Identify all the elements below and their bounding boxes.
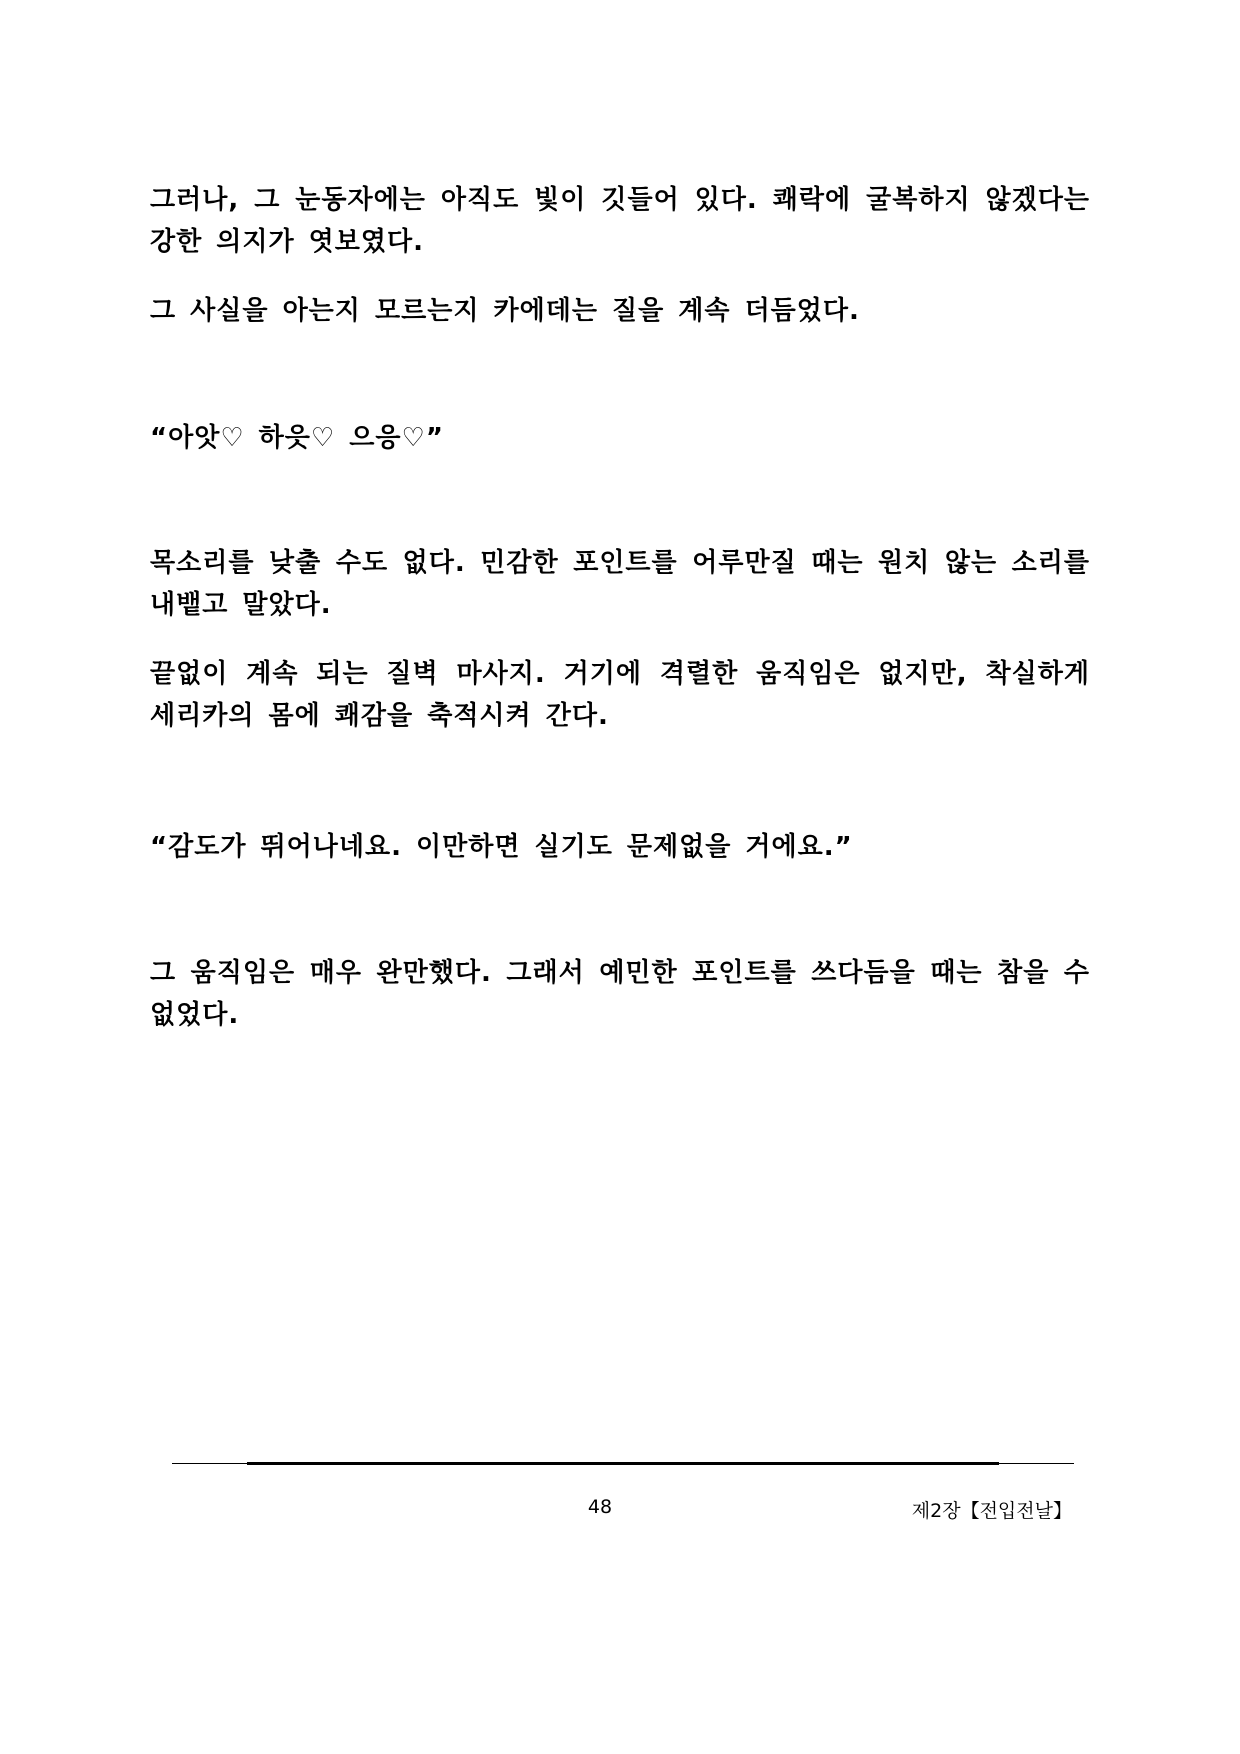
chapter-title: 제2장【전입전날】: [911, 1500, 1072, 1522]
paragraph-6-dialogue: “감도가 뛰어나네요. 이만하면 실기도 문제없을 거에요.”: [150, 832, 853, 862]
paragraph-2: 그 사실을 아는지 모르는지 카에데는 질을 계속 더듬었다.: [150, 296, 860, 326]
paragraph-5: 끝없이 계속 되는 질벽 마사지. 거기에 격렬한 움직임은 없지만, 착실하게 세리카의 몸에 쾌감을 축적시켜 간다.: [150, 659, 1090, 731]
paragraph-1: 그러나, 그 눈동자에는 아직도 빛이 깃들어 있다. 쾌락에 굴복하지 않겠다는 강한 의지가 엿보였다.: [150, 185, 1090, 257]
paragraph-4: 목소리를 낮출 수도 없다. 민감한 포인트를 어루만질 때는 원치 않는 소리를 내뱉고 말았다.: [150, 548, 1090, 620]
page-number: 48: [587, 1496, 613, 1518]
paragraph-7: 그 움직임은 매우 완만했다. 그래서 예민한 포인트를 쓰다듬을 때는 참을 수 없었다.: [150, 958, 1090, 1030]
paragraph-3-dialogue: “아앗♡ 하읏♡ 으응♡”: [150, 423, 444, 453]
footer-divider-accent: [247, 1462, 999, 1465]
